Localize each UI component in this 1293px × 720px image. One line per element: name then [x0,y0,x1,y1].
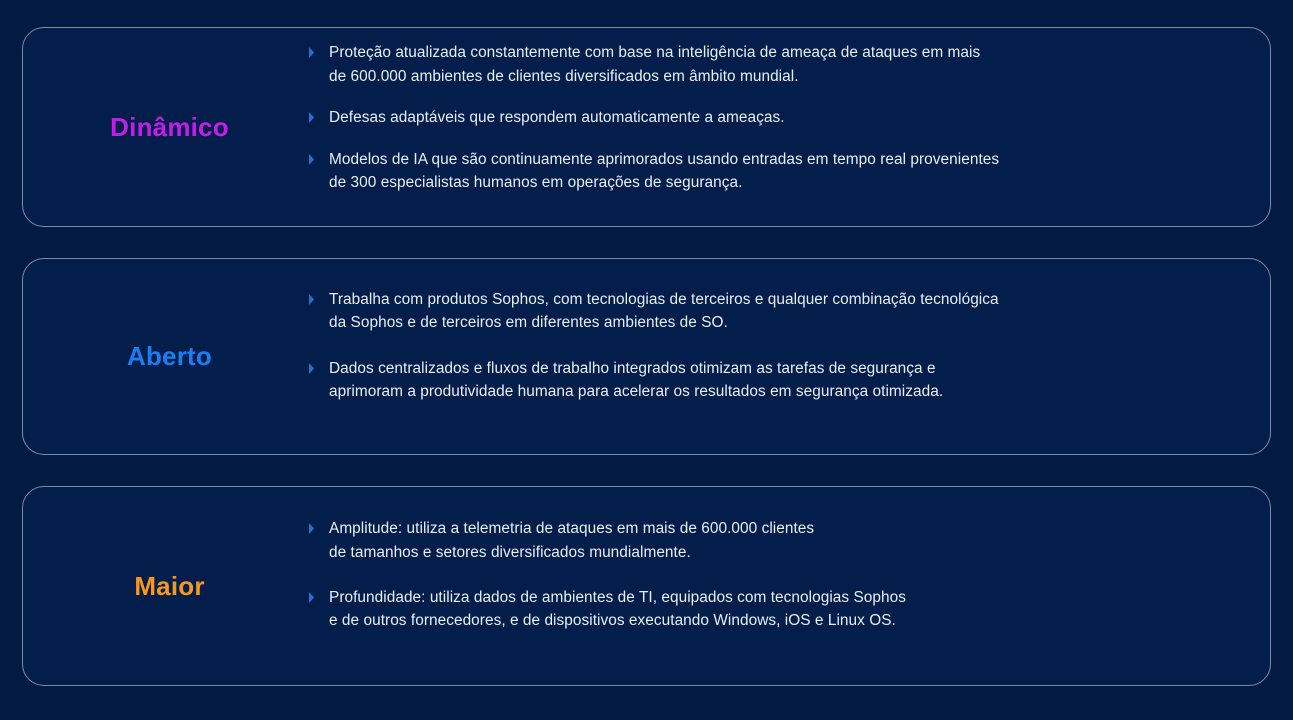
list-item-text [329,148,999,195]
text-line: da Sophos e de terceiros em diferentes ambientes de SO. [329,314,728,332]
list-item [308,41,1236,88]
list-item [308,288,1236,335]
chevron-right-icon [308,41,329,58]
card-aberto [22,258,1271,455]
list-item [308,586,1236,633]
text-line: de 300 especialistas humanos em operações de segurança. [329,174,743,192]
card-title-aberto: Aberto [127,341,212,372]
list-item-text [329,586,906,633]
chevron-right-icon [308,148,329,165]
text-line: aprimoram a produtividade humana para acelerar os resultados em segurança otimizada. [329,382,944,400]
list-item-text [329,41,980,88]
list-item [308,106,1236,129]
list-item-text [329,357,943,404]
text-line: Trabalha com produtos Sophos, com tecnologias de terceiros e qualquer combinação tecnológica [329,290,999,308]
card-dinamico [22,27,1271,227]
chevron-right-icon [308,517,329,534]
text-line: Defesas adaptáveis que respondem automaticamente a ameaças. [329,109,785,127]
text-line: Amplitude: utiliza a telemetria de ataques em mais de 600.000 clientes [329,520,815,538]
card-body-maior [308,517,1270,655]
card-title-container [23,572,308,601]
text-line: de 600.000 ambientes de clientes diversificados em âmbito mundial. [329,67,799,85]
card-title-container [23,113,308,142]
bullet-list [308,517,1236,655]
chevron-right-icon [308,106,329,123]
card-body-aberto [308,288,1270,426]
text-line: de tamanhos e setores diversificados mundialmente. [329,543,691,561]
card-title-container [23,342,308,371]
card-title-maior: Maior [134,570,205,601]
list-item-text [329,288,999,335]
list-item [308,148,1236,195]
list-item-text [329,517,814,564]
text-line: Proteção atualizada constantemente com base na inteligência de ameaça de ataques em mais [329,44,981,62]
card-maior [22,486,1271,686]
chevron-right-icon [308,586,329,603]
card-title-dinamico: Dinâmico [110,111,229,142]
text-line: Dados centralizados e fluxos de trabalho integrados otimizam as tarefas de segurança e [329,359,936,377]
list-item-text [329,106,785,129]
text-line: Modelos de IA que são continuamente aprimorados usando entradas em tempo real provenientes [329,150,1000,168]
chevron-right-icon [308,357,329,374]
list-item [308,517,1236,564]
chevron-right-icon [308,288,329,305]
text-line: e de outros fornecedores, e de dispositivos executando Windows, iOS e Linux OS. [329,612,896,630]
card-body-dinamico [308,41,1270,212]
bullet-list [308,288,1236,426]
list-item [308,357,1236,404]
bullet-list [308,41,1236,212]
text-line: Profundidade: utiliza dados de ambientes de TI, equipados com tecnologias Sophos [329,589,906,606]
